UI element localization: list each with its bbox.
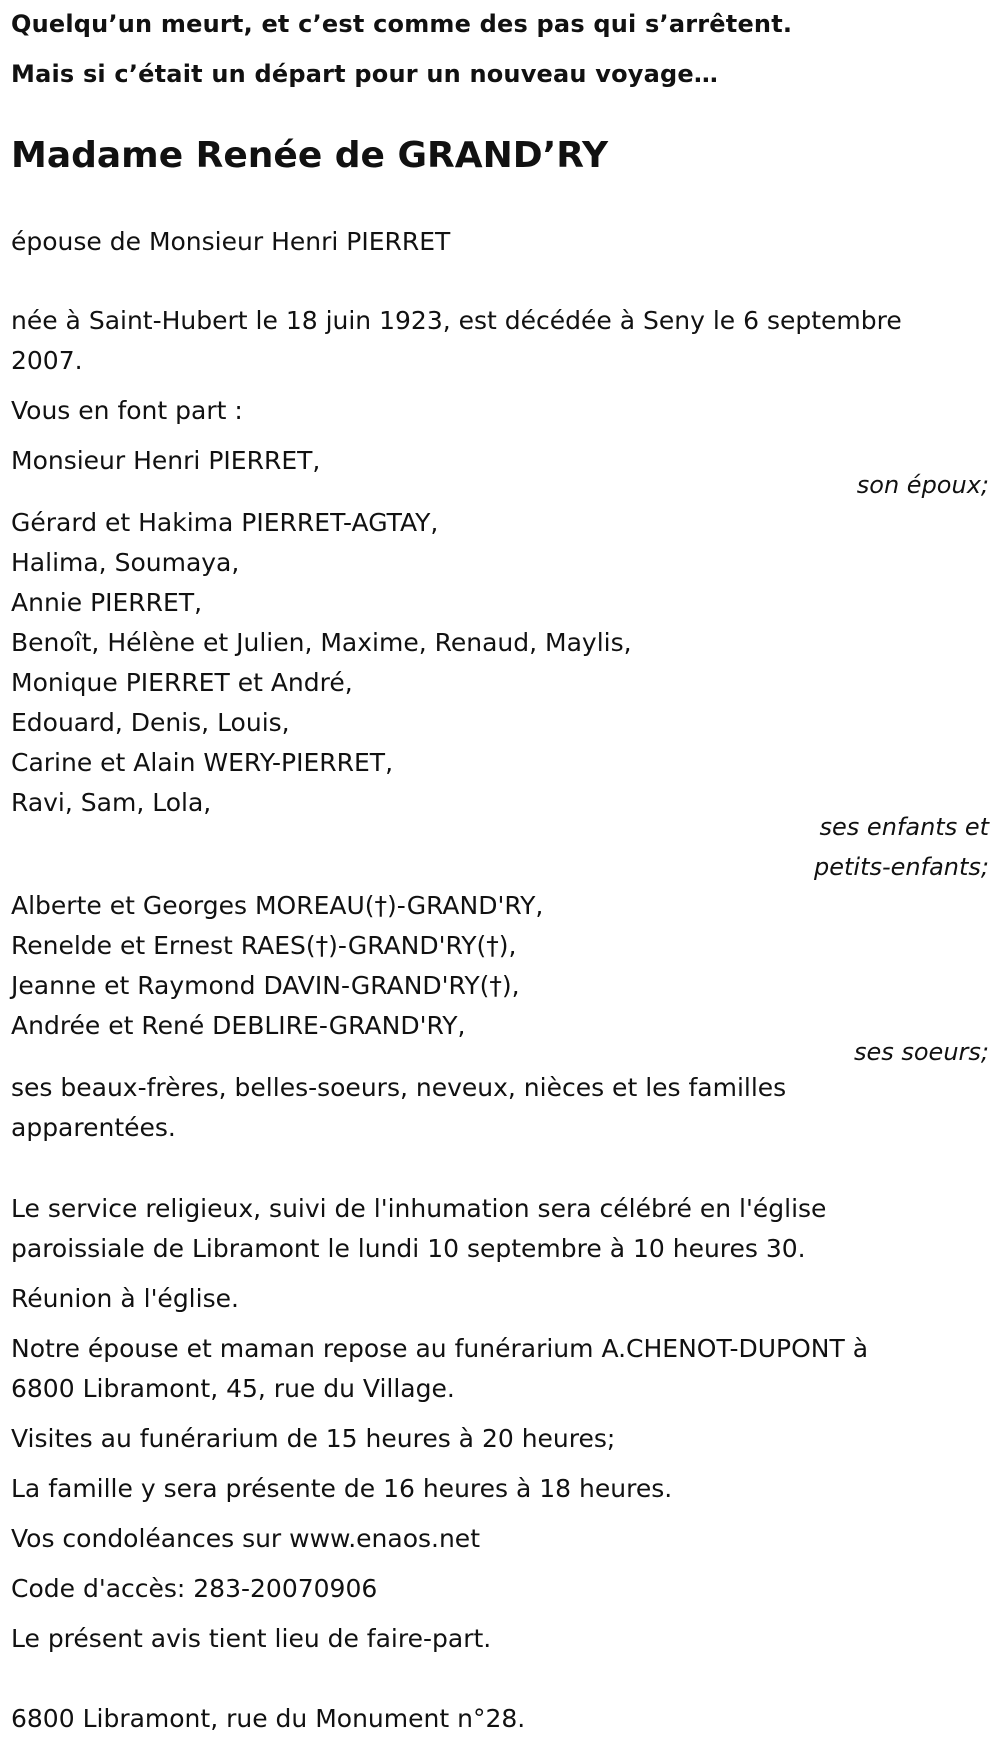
child-line: Monique PIERRET et André, [11, 668, 353, 697]
family-line-1: ses beaux-frères, belles-soeurs, neveux, nièces et les familles [11, 1073, 787, 1102]
child-line: Benoît, Hélène et Julien, Maxime, Renaud, Maylis, [11, 628, 632, 657]
announcement-intro: Vous en font part : [11, 396, 243, 425]
birth-death-line-2: 2007. [11, 346, 83, 375]
access-code-line: Code d'accès: 283-20070906 [11, 1574, 378, 1603]
notice-line: Le présent avis tient lieu de faire-part. [11, 1624, 492, 1653]
sisters-role: ses soeurs; [853, 1038, 989, 1066]
sister-line: Andrée et René DEBLIRE-GRAND'RY, [11, 1011, 466, 1040]
service-line-2: paroissiale de Libramont le lundi 10 septembre à 10 heures 30. [11, 1234, 806, 1263]
child-line: Halima, Soumaya, [11, 548, 240, 577]
sister-line: Renelde et Ernest RAES(†)-GRAND'RY(†), [11, 931, 517, 960]
spouse-role: son époux; [856, 471, 989, 499]
child-line: Edouard, Denis, Louis, [11, 708, 290, 737]
funeral-home-line-1: Notre épouse et maman repose au funérarium A.CHENOT-DUPONT à [11, 1334, 869, 1363]
child-line: Ravi, Sam, Lola, [11, 788, 212, 817]
visits-line: Visites au funérarium de 15 heures à 20 heures; [11, 1424, 616, 1453]
child-line: Carine et Alain WERY-PIERRET, [11, 748, 394, 777]
spouse-name: Monsieur Henri PIERRET, [11, 446, 321, 475]
child-line: Annie PIERRET, [11, 588, 203, 617]
family-line-2: apparentées. [11, 1113, 176, 1142]
children-role-line-2: petits-enfants; [814, 853, 989, 881]
condolences-line: Vos condoléances sur www.enaos.net [11, 1524, 480, 1553]
address-line: 6800 Libramont, rue du Monument n°28. [11, 1704, 526, 1733]
quote-line-2: Mais si c’était un départ pour un nouveau voyage… [11, 60, 719, 88]
family-presence-line: La famille y sera présente de 16 heures à 18 heures. [11, 1474, 673, 1503]
meeting-line: Réunion à l'église. [11, 1284, 239, 1313]
child-line: Gérard et Hakima PIERRET-AGTAY, [11, 508, 439, 537]
spouse-line: épouse de Monsieur Henri PIERRET [11, 227, 451, 256]
funeral-home-line-2: 6800 Libramont, 45, rue du Village. [11, 1374, 455, 1403]
children-role-line-1: ses enfants et [819, 813, 989, 841]
birth-death-line-1: née à Saint-Hubert le 18 juin 1923, est décédée à Seny le 6 septembre [11, 306, 902, 335]
sister-line: Jeanne et Raymond DAVIN-GRAND'RY(†), [11, 971, 520, 1000]
service-line-1: Le service religieux, suivi de l'inhumation sera célébré en l'église [11, 1194, 827, 1223]
quote-line-1: Quelqu’un meurt, et c’est comme des pas qui s’arrêtent. [11, 10, 793, 38]
deceased-name: Madame Renée de GRAND’RY [11, 135, 609, 176]
sister-line: Alberte et Georges MOREAU(†)-GRAND'RY, [11, 891, 544, 920]
